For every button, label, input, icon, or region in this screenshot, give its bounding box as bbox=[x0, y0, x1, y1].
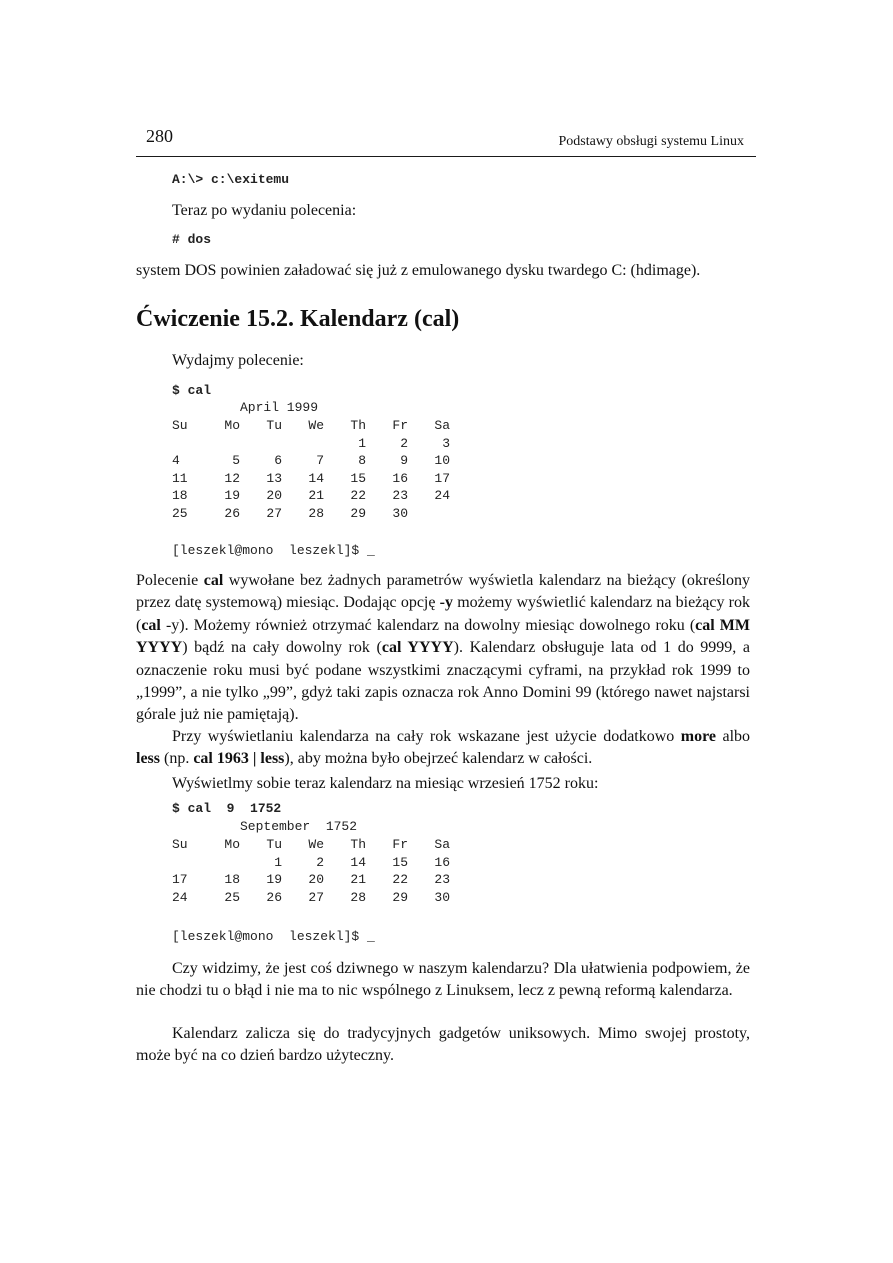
calendar-2-day: 23 bbox=[434, 872, 450, 888]
calendar-1-week-row bbox=[172, 487, 458, 505]
calendar-2-week-row bbox=[172, 854, 458, 872]
calendar-2-day: 1 bbox=[274, 854, 282, 870]
dos-run-command: # dos bbox=[172, 232, 212, 247]
calendar-1-day: 7 bbox=[316, 453, 324, 469]
calendar-1-weekday: We bbox=[308, 418, 324, 434]
calendar-2-weekday-row bbox=[172, 836, 458, 854]
paragraph-1-text-run: Polecenie bbox=[136, 572, 204, 589]
calendar-1-day: 12 bbox=[224, 470, 240, 486]
paragraph-1-bold-term: cal bbox=[141, 616, 161, 634]
calendar-2-day: 16 bbox=[434, 854, 450, 870]
shell-prompt-2: [leszekl@mono leszekl]$ _ bbox=[172, 929, 375, 944]
calendar-1-day: 24 bbox=[434, 488, 450, 504]
calendar-2-week-row bbox=[172, 871, 458, 889]
calendar-1-day: 28 bbox=[308, 505, 324, 521]
calendar-1-day: 29 bbox=[350, 505, 366, 521]
paragraph-1-text-run: ) bądź na cały dowolny rok ( bbox=[182, 639, 382, 657]
paragraph-1-bold-term: -y bbox=[439, 594, 453, 612]
calendar-1-day: 11 bbox=[172, 470, 188, 486]
calendar-2-day: 27 bbox=[308, 889, 324, 905]
calendar-1-day: 4 bbox=[172, 453, 180, 469]
cal-command-2: $ cal 9 1752 bbox=[172, 801, 282, 816]
page-header bbox=[136, 126, 756, 157]
calendar-1-day: 2 bbox=[400, 435, 408, 451]
paragraph-2-bold-term: cal 1963 | less bbox=[193, 750, 285, 768]
calendar-1-week-row bbox=[172, 435, 458, 453]
calendar-1-week-row bbox=[172, 452, 458, 470]
shell-prompt-1: [leszekl@mono leszekl]$ _ bbox=[172, 543, 375, 558]
calendar-1-weekday: Sa bbox=[434, 418, 450, 434]
paragraph-2-bold-term: less bbox=[136, 750, 160, 768]
calendar-1-day: 16 bbox=[392, 470, 408, 486]
calendar-1-day: 30 bbox=[392, 505, 408, 521]
calendar-1-day bbox=[416, 505, 458, 523]
calendar-1-week-row bbox=[172, 505, 458, 523]
paragraph-question: Czy widzimy, że jest coś dziwnego w naszym kalendarzu? Dla ułatwienia podpowiem, że nie chodzi tu o błąd i nie ma to nic wspólnego z Linuksem, lecz z pewną reformą kalendarza. bbox=[136, 960, 750, 1000]
calendar-1-weekday: Fr bbox=[392, 418, 408, 434]
calendar-1-day: 5 bbox=[232, 453, 240, 469]
calendar-2-day: 22 bbox=[392, 872, 408, 888]
calendar-1-day: 26 bbox=[224, 505, 240, 521]
calendar-2-weekday: We bbox=[308, 837, 324, 853]
calendar-1-day bbox=[206, 435, 248, 453]
calendar-1-day: 6 bbox=[274, 453, 282, 469]
calendar-2-day: 20 bbox=[308, 872, 324, 888]
calendar-1-day: 17 bbox=[434, 470, 450, 486]
calendar-1-day: 10 bbox=[434, 453, 450, 469]
intro-text: Teraz po wydaniu polecenia: bbox=[172, 202, 357, 219]
calendar-1-day: 3 bbox=[442, 435, 450, 451]
calendar-1-day: 8 bbox=[358, 453, 366, 469]
calendar-2-day: 14 bbox=[350, 854, 366, 870]
calendar-2-weekday: Mo bbox=[224, 837, 240, 853]
calendar-1-day: 15 bbox=[350, 470, 366, 486]
paragraph-september: Wyświetlmy sobie teraz kalendarz na miesiąc wrzesień 1752 roku: bbox=[172, 775, 599, 792]
calendar-2-day: 17 bbox=[172, 872, 188, 888]
calendar-2-day: 25 bbox=[224, 889, 240, 905]
paragraph-2-text-run: Przy wyświetlaniu kalendarza na cały rok wskazane jest użycie dodatkowo bbox=[172, 728, 681, 745]
running-title: Podstawy obsługi systemu Linux bbox=[558, 134, 744, 149]
calendar-1-day: 23 bbox=[392, 488, 408, 504]
calendar-1-weekday: Tu bbox=[266, 418, 282, 434]
calendar-2-day: 21 bbox=[350, 872, 366, 888]
calendar-1 bbox=[172, 417, 458, 522]
calendar-1-title: April 1999 bbox=[240, 400, 319, 415]
calendar-2-weekday: Tu bbox=[266, 837, 282, 853]
paragraph-1-text-run: ). Kalendarz obsługuje lata od 1 do 9999, a oznaczenie roku musi być podane wszystkimi znaczącymi cyframi, na przykład rok 1999 to „1999”, a nie tylko „99”, gdyż taki zapis oznacza rok Anno Domini 99 (którego nawet najstarsi górale już nie pamiętają). bbox=[136, 639, 751, 724]
calendar-1-day: 27 bbox=[266, 505, 282, 521]
paragraph-1-text-run: możemy wyświetlić kalendarz na bieżący rok ( bbox=[136, 594, 751, 634]
calendar-2-day: 26 bbox=[266, 889, 282, 905]
calendar-1-day: 13 bbox=[266, 470, 282, 486]
calendar-1-day: 14 bbox=[308, 470, 324, 486]
calendar-1-day: 1 bbox=[358, 435, 366, 451]
paragraph-2-text-run: ), aby można było obejrzeć kalendarz w całości. bbox=[284, 750, 593, 768]
paragraph-1-bold-term: cal YYYY bbox=[381, 639, 454, 657]
calendar-2-week-row bbox=[172, 889, 458, 907]
paragraph-2-text-run: (np. bbox=[160, 750, 194, 768]
calendar-2-day: 15 bbox=[392, 854, 408, 870]
dos-result-text: system DOS powinien załadować się już z emulowanego dysku twardego C: (hdimage). bbox=[136, 262, 701, 279]
calendar-1-day: 22 bbox=[350, 488, 366, 504]
calendar-1-weekday-row bbox=[172, 417, 458, 435]
calendar-1-day: 18 bbox=[172, 488, 188, 504]
paragraph-1-text-run: -y). Możemy również otrzymać kalendarz na dowolny miesiąc dowolnego roku ( bbox=[160, 616, 696, 634]
calendar-1-day: 9 bbox=[400, 453, 408, 469]
page-number: 280 bbox=[146, 126, 173, 146]
paragraph-1-text-run: wywołane bez żadnych parametrów wyświetla kalendarz na bieżący (określony przez datę systemową) miesiąc. Dodając opcję bbox=[136, 572, 751, 612]
calendar-1-day: 21 bbox=[308, 488, 324, 504]
paragraph-1-bold-term: cal MM YYYY bbox=[136, 616, 750, 657]
calendar-1-day: 19 bbox=[224, 488, 240, 504]
calendar-2-weekday: Sa bbox=[434, 837, 450, 853]
calendar-2-weekday: Th bbox=[350, 837, 366, 853]
section-heading: Ćwiczenie 15.2. Kalendarz (cal) bbox=[136, 306, 460, 332]
calendar-2-day: 19 bbox=[266, 872, 282, 888]
paragraph-cal-description bbox=[136, 570, 750, 727]
calendar-1-weekday: Th bbox=[350, 418, 366, 434]
section-lead: Wydajmy polecenie: bbox=[172, 352, 304, 369]
dos-command: A:\> c:\exitemu bbox=[172, 172, 290, 187]
calendar-1-day: 20 bbox=[266, 488, 282, 504]
paragraph-2-bold-term: more bbox=[680, 728, 717, 745]
calendar-1-day bbox=[172, 435, 206, 453]
calendar-1-weekday: Su bbox=[172, 418, 188, 434]
calendar-2-weekday: Fr bbox=[392, 837, 408, 853]
calendar-2-day bbox=[206, 854, 248, 872]
calendar-2-day: 28 bbox=[350, 889, 366, 905]
calendar-2 bbox=[172, 836, 458, 906]
calendar-1-day: 25 bbox=[172, 505, 188, 521]
calendar-2-weekday: Su bbox=[172, 837, 188, 853]
calendar-1-day bbox=[248, 435, 290, 453]
calendar-2-title: September 1752 bbox=[240, 819, 358, 834]
calendar-2-day bbox=[172, 854, 206, 872]
paragraph-more-less bbox=[136, 726, 750, 771]
paragraph-1-bold-term: cal bbox=[203, 572, 224, 589]
cal-command-1: $ cal bbox=[172, 383, 212, 398]
calendar-1-weekday: Mo bbox=[224, 418, 240, 434]
calendar-1-day bbox=[290, 435, 332, 453]
paragraph-gadgets: Kalendarz zalicza się do tradycyjnych gadgetów uniksowych. Mimo swojej prostoty, może być na co dzień bardzo użyteczny. bbox=[136, 1025, 750, 1065]
calendar-2-day: 2 bbox=[316, 854, 324, 870]
calendar-2-day: 30 bbox=[434, 889, 450, 905]
calendar-2-day: 29 bbox=[392, 889, 408, 905]
calendar-2-day: 24 bbox=[172, 889, 188, 905]
calendar-1-week-row bbox=[172, 470, 458, 488]
calendar-2-day: 18 bbox=[224, 872, 240, 888]
paragraph-2-text-run: albo bbox=[716, 728, 751, 745]
